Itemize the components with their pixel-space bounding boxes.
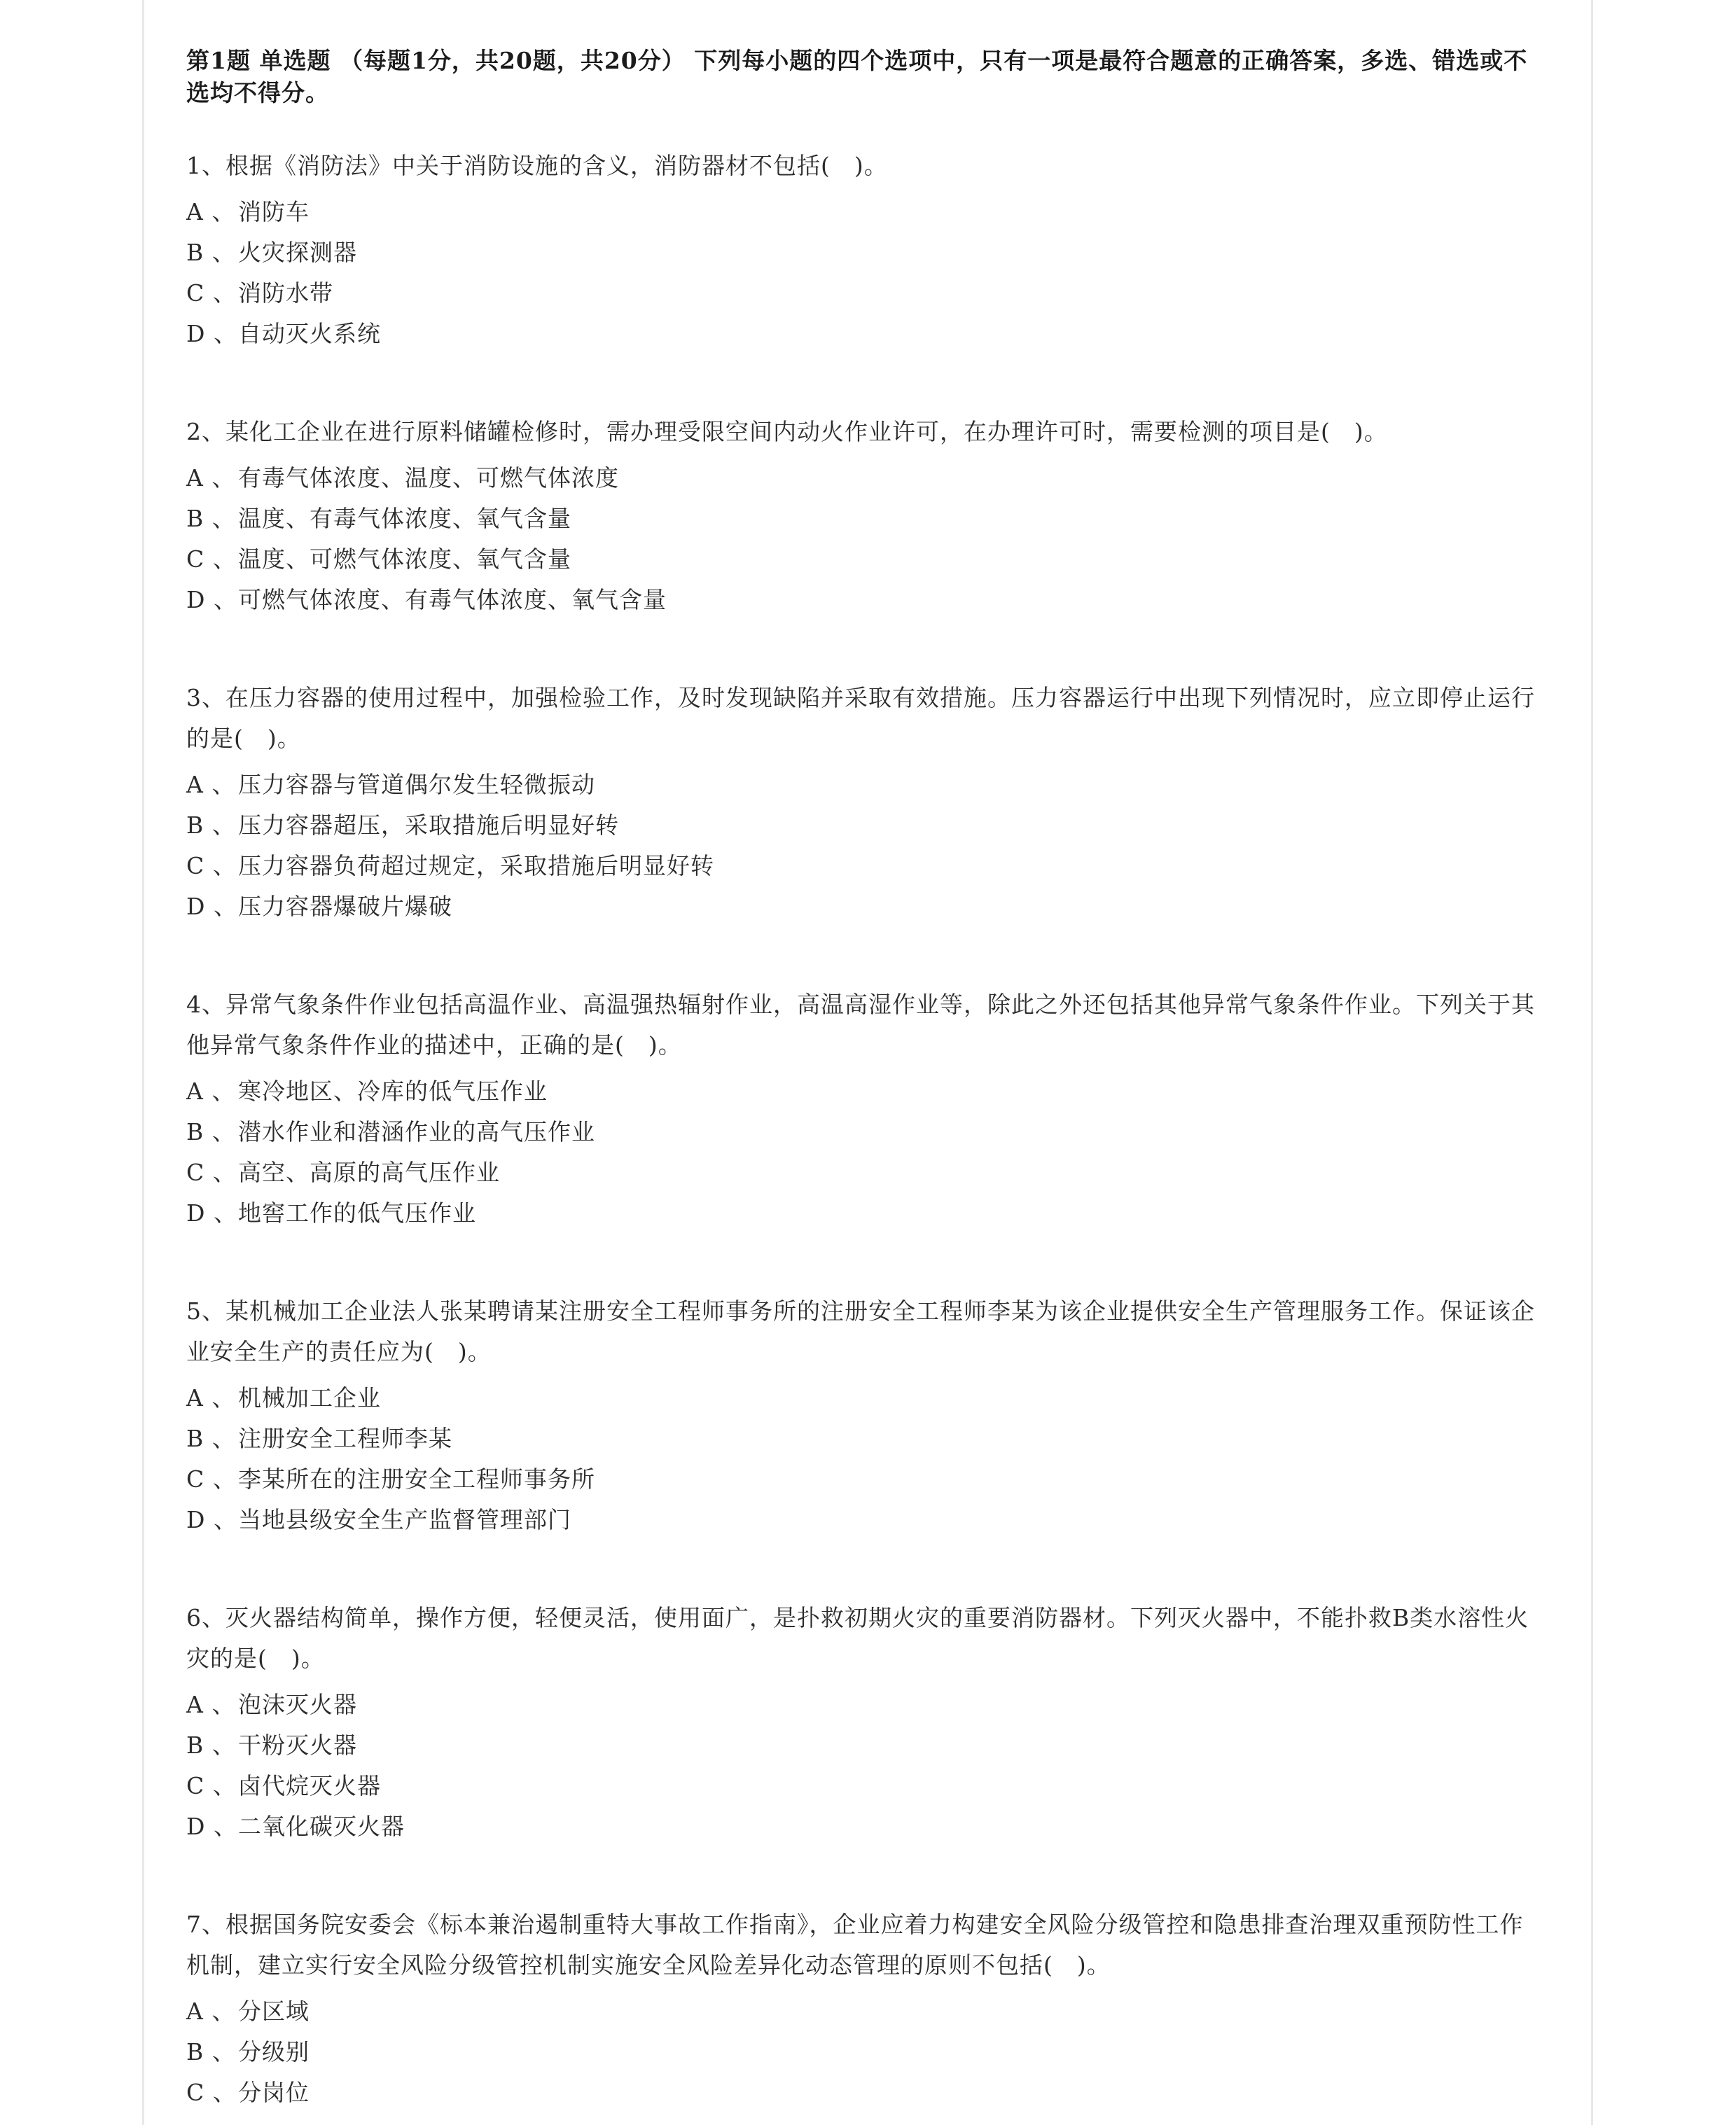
- option-letter: B 、: [186, 1118, 236, 1145]
- option-letter: D 、: [186, 586, 237, 613]
- question-3: [186, 678, 1538, 927]
- option-item: [186, 192, 1538, 232]
- option-text: 二氧化碳灭火器: [238, 1813, 405, 1840]
- option-text: 有毒气体浓度、温度、可燃气体浓度: [238, 464, 619, 492]
- option-list: [186, 765, 1538, 927]
- option-text: 压力容器与管道偶尔发生轻微振动: [238, 771, 595, 798]
- option-letter: A 、: [186, 464, 236, 492]
- option-text: 压力容器超压，采取措施后明显好转: [238, 811, 619, 839]
- option-item: [186, 1378, 1538, 1419]
- option-letter: A 、: [186, 1691, 236, 1718]
- option-text: 寒冷地区、冷库的低气压作业: [238, 1078, 548, 1105]
- option-letter: D 、: [186, 1199, 237, 1227]
- question-list: [186, 146, 1538, 2113]
- option-item: [186, 2032, 1538, 2072]
- option-list: [186, 1378, 1538, 1540]
- option-item: [186, 1152, 1538, 1193]
- option-text: 高空、高原的高气压作业: [238, 1159, 500, 1186]
- question-stem: 6、灭火器结构简单，操作方便，轻便灵活，使用面广，是扑救初期火灾的重要消防器材。下列灭火器中，不能扑救B类水溶性火灾的是( )。: [186, 1604, 1529, 1672]
- question-spacer: [186, 1540, 1538, 1598]
- option-text: 分岗位: [238, 2079, 310, 2106]
- question-4: [186, 984, 1538, 1234]
- option-text: 分级别: [238, 2038, 310, 2065]
- option-item: [186, 1766, 1538, 1806]
- option-letter: B 、: [186, 2038, 236, 2065]
- option-item: [186, 886, 1538, 927]
- question-stem: 2、某化工企业在进行原料储罐检修时，需办理受限空间内动火作业许可，在办理许可时，需要检测的项目是( )。: [186, 418, 1388, 445]
- question-2: [186, 412, 1538, 620]
- option-list: [186, 458, 1538, 620]
- question-stem: 4、异常气象条件作业包括高温作业、高温强热辐射作业，高温高湿作业等，除此之外还包括其他异常气象条件作业。下列关于其他异常气象条件作业的描述中，正确的是( )。: [186, 991, 1535, 1059]
- option-item: [186, 580, 1538, 620]
- option-text: 消防水带: [238, 279, 333, 307]
- option-letter: C 、: [186, 1159, 237, 1186]
- option-item: [186, 846, 1538, 886]
- option-item: [186, 499, 1538, 539]
- option-text: 当地县级安全生产监督管理部门: [238, 1506, 571, 1533]
- question-1: [186, 146, 1538, 354]
- option-item: [186, 232, 1538, 273]
- option-letter: B 、: [186, 1732, 236, 1759]
- option-item: [186, 1419, 1538, 1459]
- question-5: [186, 1291, 1538, 1540]
- option-letter: A 、: [186, 1078, 236, 1105]
- option-text: 自动灭火系统: [238, 320, 381, 347]
- option-letter: A 、: [186, 198, 236, 225]
- section-header: 第1题 单选题 （每题1分，共20题，共20分） 下列每小题的四个选项中，只有一项是最符合题意的正确答案，多选、错选或不选均不得分。: [186, 47, 1528, 106]
- option-text: 火灾探测器: [238, 239, 357, 266]
- option-item: [186, 805, 1538, 846]
- option-letter: C 、: [186, 1772, 237, 1799]
- question-stem: 1、根据《消防法》中关于消防设施的含义，消防器材不包括( )。: [186, 152, 888, 179]
- option-text: 机械加工企业: [238, 1384, 381, 1412]
- option-letter: A 、: [186, 1384, 236, 1412]
- question-spacer: [186, 1234, 1538, 1291]
- option-item: [186, 765, 1538, 805]
- question-spacer: [186, 927, 1538, 984]
- option-text: 消防车: [238, 198, 310, 225]
- option-letter: A 、: [186, 771, 236, 798]
- question-stem: 7、根据国务院安委会《标本兼治遏制重特大事故工作指南》，企业应着力构建安全风险分级管控和隐患排查治理双重预防性工作机制，建立实行安全风险分级管控机制实施安全风险差异化动态管理的原则不包括( )。: [186, 1911, 1524, 1979]
- option-item: [186, 1193, 1538, 1234]
- option-text: 压力容器负荷超过规定，采取措施后明显好转: [238, 852, 714, 879]
- option-text: 分区域: [238, 1998, 310, 2025]
- option-text: 温度、有毒气体浓度、氧气含量: [238, 505, 571, 532]
- option-text: 泡沫灭火器: [238, 1691, 357, 1718]
- option-text: 温度、可燃气体浓度、氧气含量: [238, 545, 571, 573]
- option-list: [186, 1685, 1538, 1847]
- question-6: [186, 1598, 1538, 1847]
- option-letter: B 、: [186, 505, 236, 532]
- option-text: 可燃气体浓度、有毒气体浓度、氧气含量: [238, 586, 667, 613]
- option-item: [186, 539, 1538, 580]
- option-item: [186, 273, 1538, 314]
- option-item: [186, 1459, 1538, 1500]
- option-letter: C 、: [186, 1465, 237, 1493]
- option-letter: C 、: [186, 2079, 237, 2106]
- option-text: 地窖工作的低气压作业: [238, 1199, 476, 1227]
- option-letter: C 、: [186, 279, 237, 307]
- question-spacer: [186, 1847, 1538, 1904]
- option-text: 干粉灭火器: [238, 1732, 357, 1759]
- question-stem: 5、某机械加工企业法人张某聘请某注册安全工程师事务所的注册安全工程师李某为该企业提供安全生产管理服务工作。保证该企业安全生产的责任应为( )。: [186, 1297, 1535, 1365]
- question-stem: 3、在压力容器的使用过程中，加强检验工作，及时发现缺陷并采取有效措施。压力容器运行中出现下列情况时，应立即停止运行的是( )。: [186, 684, 1535, 752]
- option-item: [186, 1500, 1538, 1540]
- option-item: [186, 314, 1538, 354]
- question-spacer: [186, 620, 1538, 678]
- document-content: [186, 45, 1538, 2113]
- option-letter: D 、: [186, 320, 237, 347]
- option-letter: C 、: [186, 545, 237, 573]
- option-list: [186, 192, 1538, 354]
- question-7: [186, 1904, 1538, 2113]
- option-text: 压力容器爆破片爆破: [238, 893, 452, 920]
- option-text: 潜水作业和潜涵作业的高气压作业: [238, 1118, 595, 1145]
- option-list: [186, 1991, 1538, 2113]
- option-letter: D 、: [186, 1506, 237, 1533]
- option-letter: A 、: [186, 1998, 236, 2025]
- option-text: 卤代烷灭火器: [238, 1772, 381, 1799]
- option-item: [186, 1071, 1538, 1112]
- option-item: [186, 2072, 1538, 2113]
- question-spacer: [186, 354, 1538, 412]
- option-item: [186, 1112, 1538, 1152]
- option-text: 注册安全工程师李某: [238, 1425, 452, 1452]
- option-item: [186, 1685, 1538, 1725]
- option-letter: D 、: [186, 1813, 237, 1840]
- option-letter: B 、: [186, 1425, 236, 1452]
- option-text: 李某所在的注册安全工程师事务所: [238, 1465, 595, 1493]
- option-letter: C 、: [186, 852, 237, 879]
- option-letter: B 、: [186, 811, 236, 839]
- option-list: [186, 1071, 1538, 1234]
- option-item: [186, 1991, 1538, 2032]
- option-item: [186, 1725, 1538, 1766]
- option-letter: D 、: [186, 893, 237, 920]
- option-item: [186, 1806, 1538, 1847]
- option-letter: B 、: [186, 239, 236, 266]
- option-item: [186, 458, 1538, 499]
